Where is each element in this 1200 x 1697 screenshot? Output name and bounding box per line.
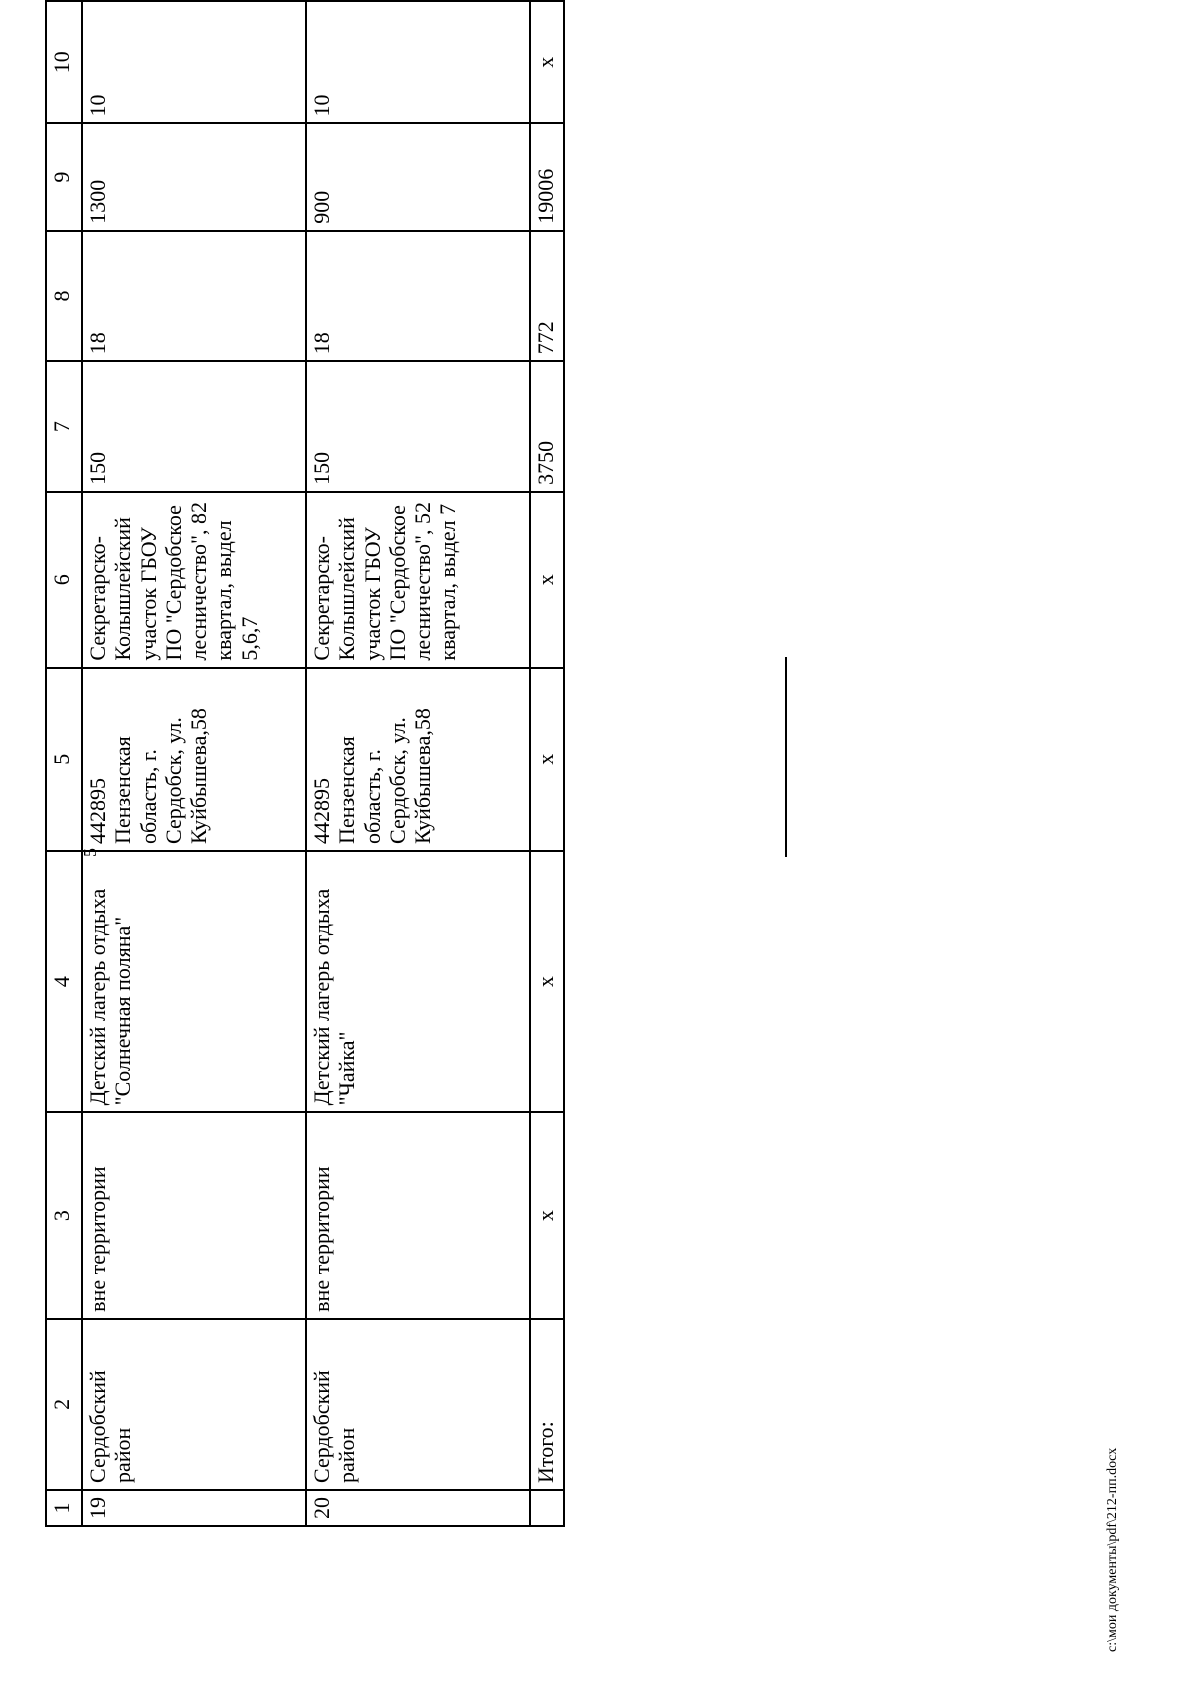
header-cell: 9 bbox=[46, 123, 82, 230]
col10-cell: 10 bbox=[306, 1, 530, 123]
header-cell: 1 bbox=[46, 1490, 82, 1526]
col7-cell: 150 bbox=[306, 361, 530, 492]
total-empty-cell bbox=[530, 1490, 564, 1526]
district-cell: Сердобский район bbox=[306, 1319, 530, 1490]
header-cell: 5 bbox=[46, 668, 82, 851]
total-col10: х bbox=[530, 1, 564, 123]
header-cell: 10 bbox=[46, 1, 82, 123]
address-cell: 442895 Пензенская область, г. Сердобск, ул. Куйбышева,58 bbox=[82, 668, 306, 851]
district-cell: Сердобский район bbox=[82, 1319, 306, 1490]
table-row bbox=[306, 1, 530, 1526]
header-row bbox=[46, 1, 82, 1526]
row-number: 19 bbox=[82, 1490, 306, 1526]
separator-line bbox=[785, 657, 787, 857]
col9-cell: 1300 bbox=[82, 123, 306, 230]
address-cell: 442895 Пензенская область, г. Сердобск, ул. Куйбышева,58 bbox=[306, 668, 530, 851]
page-number: 5 bbox=[80, 848, 100, 857]
col8-cell: 18 bbox=[306, 231, 530, 361]
total-col8: 772 bbox=[530, 231, 564, 361]
forestry-cell: Секретарско-Колышлейский участок ГБОУ ПО "Сердобское лесничество", 52 квартал, выдел 7 bbox=[306, 492, 530, 668]
total-col3: х bbox=[530, 1112, 564, 1318]
col7-cell: 150 bbox=[82, 361, 306, 492]
col8-cell: 18 bbox=[82, 231, 306, 361]
location-cell: вне территории bbox=[82, 1112, 306, 1318]
total-col4: х bbox=[530, 851, 564, 1112]
forestry-cell: Секретарско-Колышлейский участок ГБОУ ПО "Сердобское лесничество", 82 квартал, выдел 5,6,7 bbox=[82, 492, 306, 668]
location-cell: вне территории bbox=[306, 1112, 530, 1318]
col10-cell: 10 bbox=[82, 1, 306, 123]
header-cell: 3 bbox=[46, 1112, 82, 1318]
total-label: Итого: bbox=[530, 1319, 564, 1490]
total-col5: х bbox=[530, 668, 564, 851]
name-cell: Детский лагерь отдыха "Чайка" bbox=[306, 851, 530, 1112]
row-number: 20 bbox=[306, 1490, 530, 1526]
header-cell: 8 bbox=[46, 231, 82, 361]
header-cell: 6 bbox=[46, 492, 82, 668]
total-row bbox=[530, 1, 564, 1526]
file-path-footer: c:\мои документы\pdf\212-пп.docx bbox=[1105, 1447, 1120, 1652]
col9-cell: 900 bbox=[306, 123, 530, 230]
name-cell: Детский лагерь отдыха "Солнечная поляна" bbox=[82, 851, 306, 1112]
total-col7: 3750 bbox=[530, 361, 564, 492]
total-col6: х bbox=[530, 492, 564, 668]
data-table bbox=[45, 0, 565, 1527]
header-cell: 2 bbox=[46, 1319, 82, 1490]
header-cell: 4 bbox=[46, 851, 82, 1112]
table-row bbox=[82, 1, 306, 1526]
header-cell: 7 bbox=[46, 361, 82, 492]
total-col9: 19006 bbox=[530, 123, 564, 230]
